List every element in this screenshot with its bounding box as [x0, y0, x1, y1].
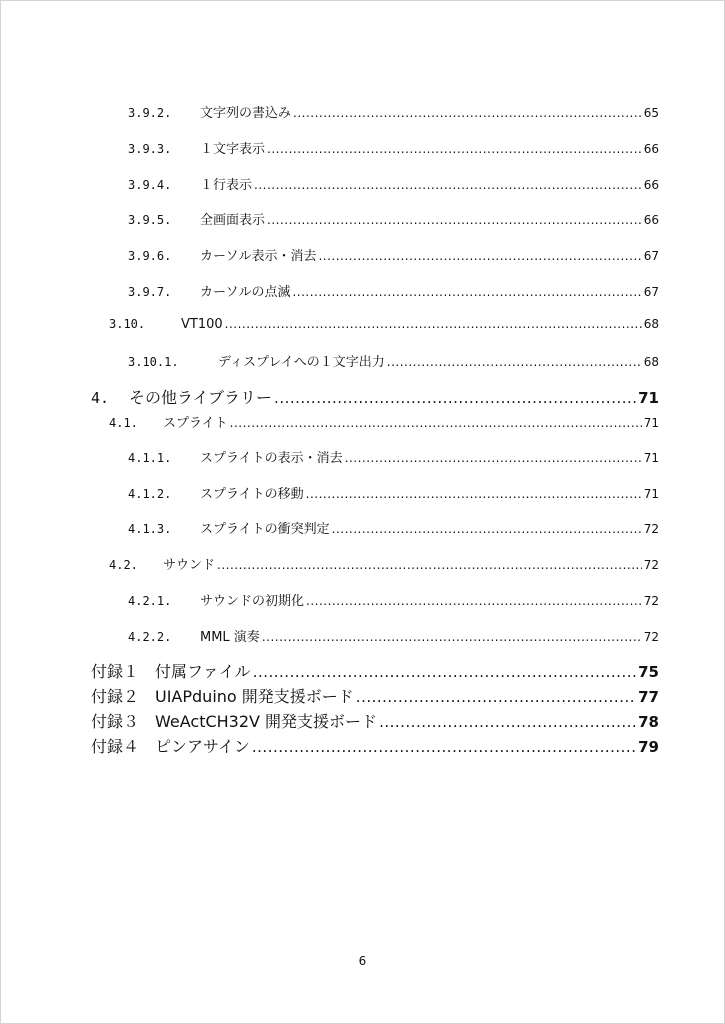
- dot-leader: [379, 713, 636, 731]
- chapter-title: その他ライブラリー: [129, 388, 273, 407]
- dot-leader: [253, 663, 636, 681]
- dot-leader: [267, 142, 642, 156]
- section-title: カーソル表示・消去: [200, 249, 317, 264]
- appendix-number: 付録４: [91, 737, 140, 756]
- page-ref: 71: [643, 487, 659, 501]
- dot-leader: [292, 285, 641, 299]
- dot-leader: [332, 522, 642, 536]
- toc-entry-4-2-1[interactable]: [128, 590, 659, 609]
- section-number: 4.2.2.: [128, 630, 172, 644]
- page-ref: 66: [643, 213, 659, 227]
- section-number: 4.1.: [109, 416, 138, 430]
- dot-leader: [262, 630, 642, 644]
- page-ref: 65: [643, 106, 659, 120]
- appendix-number: 付録３: [91, 712, 140, 731]
- appendix-title: ピンアサイン: [155, 737, 250, 756]
- toc-chapter-4[interactable]: [91, 385, 659, 408]
- dot-leader: [293, 106, 642, 120]
- appendix-number: 付録１: [91, 662, 140, 681]
- toc-appendix-1[interactable]: [91, 659, 659, 682]
- page-ref: 67: [643, 249, 659, 263]
- section-title: サウンド: [163, 558, 216, 573]
- toc-entry-3-10-1[interactable]: [128, 351, 659, 370]
- toc-entry-4-2-2[interactable]: [128, 626, 659, 645]
- page-ref: 66: [643, 142, 659, 156]
- dot-leader: [356, 688, 636, 706]
- page-ref: 77: [638, 688, 659, 706]
- section-title: サウンドの初期化: [200, 594, 305, 609]
- chapter-number: 4.: [91, 389, 110, 407]
- page-ref: 72: [643, 594, 659, 608]
- section-title: MML 演奏: [200, 630, 260, 645]
- toc-entry-4-1-3[interactable]: [128, 518, 659, 537]
- page-number: 6: [358, 954, 367, 968]
- toc-entry-4-1[interactable]: [109, 412, 659, 431]
- section-number: 3.10.1.: [128, 355, 179, 369]
- section-title: スプライト: [163, 416, 228, 431]
- dot-leader: [274, 389, 636, 407]
- section-number: 3.9.5.: [128, 213, 172, 227]
- dot-leader: [267, 213, 642, 227]
- toc-entry-4-2[interactable]: [109, 554, 659, 573]
- page-ref: 71: [643, 451, 659, 465]
- page-ref: 72: [643, 558, 659, 572]
- section-title: １文字表示: [200, 142, 266, 157]
- section-title: カーソルの点滅: [200, 285, 291, 300]
- appendix-title: WeActCH32V 開発支援ボード: [155, 712, 378, 731]
- toc-entry-3-9-4[interactable]: [128, 174, 659, 193]
- section-number: 4.1.3.: [128, 522, 172, 536]
- section-title: スプライトの移動: [200, 487, 304, 502]
- dot-leader: [306, 487, 642, 501]
- section-number: 3.9.6.: [128, 249, 172, 263]
- section-number: 3.10.: [109, 317, 146, 331]
- section-title: スプライトの表示・消去: [200, 451, 343, 466]
- toc-entry-4-1-1[interactable]: [128, 447, 659, 466]
- page-ref: 72: [643, 630, 659, 644]
- page-ref: 78: [638, 713, 659, 731]
- appendix-title: 付属ファイル: [155, 662, 251, 681]
- toc-entry-4-1-2[interactable]: [128, 483, 659, 502]
- page-ref: 75: [638, 663, 659, 681]
- dot-leader: [225, 317, 642, 331]
- section-number: 4.1.2.: [128, 487, 172, 501]
- section-title: VT100: [181, 317, 223, 332]
- section-title: スプライトの衝突判定: [200, 522, 330, 537]
- section-number: 3.9.4.: [128, 178, 172, 192]
- dot-leader: [217, 558, 642, 572]
- section-number: 4.1.1.: [128, 451, 172, 465]
- page-ref: 68: [643, 355, 659, 369]
- page-ref: 79: [638, 738, 659, 756]
- page-ref: 66: [643, 178, 659, 192]
- page-ref: 68: [643, 317, 659, 331]
- dot-leader: [318, 249, 641, 263]
- toc-entry-3-9-6[interactable]: [128, 245, 659, 264]
- toc-entry-3-10[interactable]: [109, 317, 659, 332]
- section-title: ディスプレイへの１文字出力: [218, 355, 385, 370]
- toc-entry-3-9-5[interactable]: [128, 209, 659, 228]
- section-number: 4.2.: [109, 558, 138, 572]
- appendix-title: UIAPduino 開発支援ボード: [155, 687, 354, 706]
- dot-leader: [306, 594, 642, 608]
- page-ref: 71: [643, 416, 659, 430]
- toc-appendix-2[interactable]: [91, 684, 659, 707]
- page-ref: 71: [638, 389, 659, 407]
- dot-leader: [254, 178, 642, 192]
- section-number: 3.9.7.: [128, 285, 172, 299]
- dot-leader: [387, 355, 642, 369]
- toc-appendix-4[interactable]: [91, 734, 659, 757]
- dot-leader: [252, 738, 636, 756]
- section-number: 4.2.1.: [128, 594, 172, 608]
- toc-appendix-3[interactable]: [91, 709, 659, 732]
- dot-leader: [345, 451, 642, 465]
- section-title: １行表示: [200, 178, 253, 193]
- page-ref: 67: [643, 285, 659, 299]
- section-title: 全画面表示: [200, 213, 266, 228]
- page-ref: 72: [643, 522, 659, 536]
- section-number: 3.9.2.: [128, 106, 172, 120]
- section-number: 3.9.3.: [128, 142, 172, 156]
- toc-entry-3-9-3[interactable]: [128, 138, 659, 157]
- dot-leader: [230, 416, 642, 430]
- appendix-number: 付録２: [91, 687, 140, 706]
- toc-entry-3-9-7[interactable]: [128, 281, 659, 300]
- toc-entry-3-9-2[interactable]: [128, 102, 659, 121]
- section-title: 文字列の書込み: [200, 106, 292, 121]
